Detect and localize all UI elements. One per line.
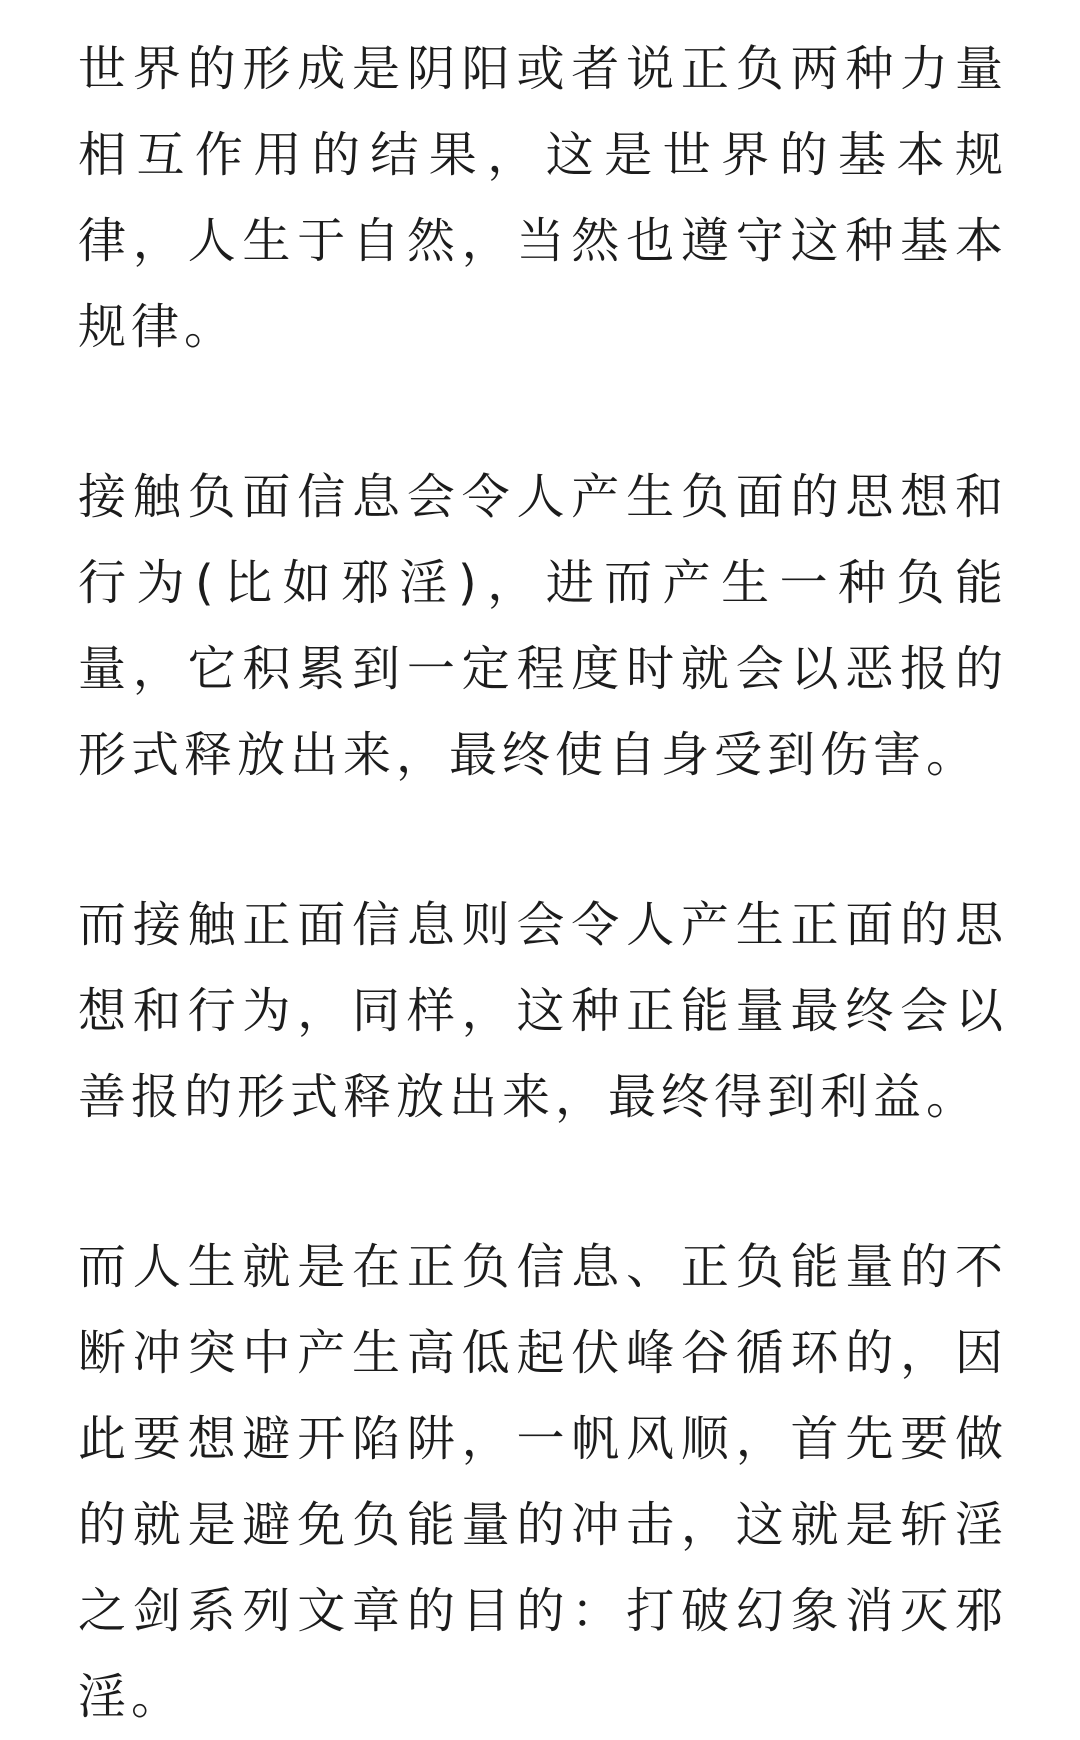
paragraph-1: 世界的形成是阴阳或者说正负两种力量相互作用的结果，这是世界的基本规律，人生于自然，当然也遵守这种基本规律。 <box>78 41 1008 355</box>
paragraph-3: 而接触正面信息则会令人产生正面的思想和行为，同样，这种正能量最终会以善报的形式释放出来，最终得到利益。 <box>78 897 1008 1125</box>
paragraph-4: 而人生就是在正负信息、正负能量的不断冲突中产生高低起伏峰谷循环的，因此要想避开陷阱，一帆风顺，首先要做的就是避免负能量的冲击，这就是斩淫之剑系列文章的目的：打破幻象消灭邪淫。 <box>78 1239 1008 1725</box>
paragraph-2: 接触负面信息会令人产生负面的思想和行为(比如邪淫)，进而产生一种负能量，它积累到一定程度时就会以恶报的形式释放出来，最终使自身受到伤害。 <box>78 469 1008 783</box>
